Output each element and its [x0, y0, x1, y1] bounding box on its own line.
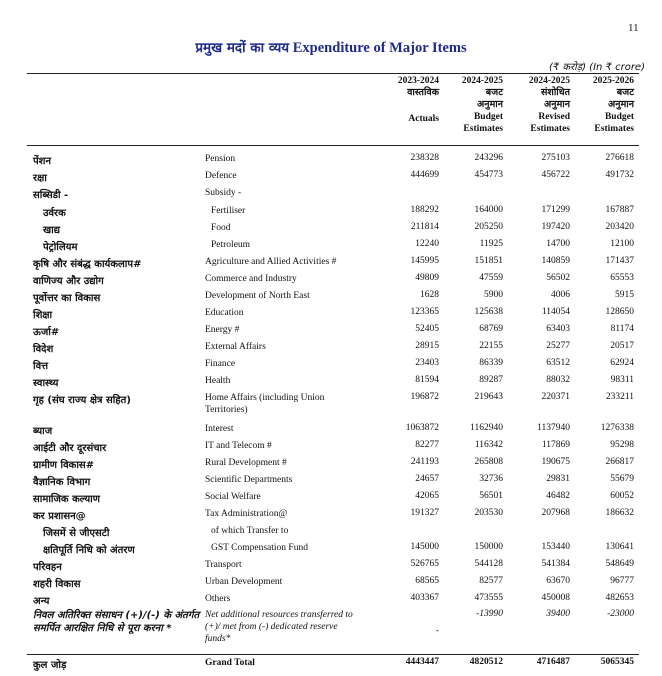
value-revised-2024-25: 140859: [541, 256, 570, 266]
value-budget-2024-25: 68769: [479, 324, 503, 334]
value-revised-2024-25: 46482: [546, 491, 570, 501]
row-label-english: Net additional resources transferred to (+)/ met from (-) dedicated reserve funds*: [205, 610, 353, 644]
value-actuals: 1628: [420, 290, 439, 300]
row-label-english: Finance: [205, 359, 236, 369]
row-label-hindi: सब्सिडी -: [33, 190, 69, 201]
value-budget-2025-26: 81174: [610, 324, 634, 334]
row-label-english: GST Compensation Fund: [211, 543, 308, 553]
row-label-hindi: विदेश: [33, 344, 54, 355]
value-revised-2024-25: 88032: [546, 375, 570, 385]
value-budget-2025-26: 60052: [610, 491, 634, 501]
column-hindi-label-2: अनुमान: [477, 99, 503, 110]
value-revised-2024-25: 190675: [541, 457, 570, 467]
value-actuals: 145000: [410, 542, 439, 552]
column-hindi-label: संशोधित: [540, 87, 570, 98]
value-budget-2024-25: 243296: [474, 153, 503, 163]
value-budget-2025-26: 203420: [605, 222, 634, 232]
value-budget-2024-25: 86339: [479, 358, 503, 368]
header-bottom-rule: [27, 145, 639, 146]
value-budget-2025-26: 20517: [610, 341, 634, 351]
value-revised-2024-25: 4006: [551, 290, 570, 300]
value-actuals: 188292: [410, 205, 439, 215]
row-label-hindi: कृषि और संबंद्ध कार्यकलाप#: [33, 259, 142, 270]
value-budget-2024-25: 151851: [474, 256, 503, 266]
value-revised-2024-25: 541384: [541, 559, 570, 569]
value-revised-2024-25: 275103: [541, 153, 570, 163]
value-budget-2025-26: 95298: [610, 440, 634, 450]
row-label-english: Defence: [205, 171, 237, 181]
value-budget-2024-25: 89287: [479, 375, 503, 385]
value-budget-2025-26: 548649: [605, 559, 634, 569]
column-header-revised-2024-25: [506, 75, 570, 135]
value-actuals: 28915: [415, 341, 439, 351]
value-actuals: 444699: [410, 170, 439, 180]
value-actuals: 68565: [415, 576, 439, 586]
value-actuals: 238328: [410, 153, 439, 163]
value-budget-2025-26: 1276338: [600, 423, 634, 433]
column-header-actuals-2023-24: [375, 75, 439, 125]
value-actuals: 82277: [415, 440, 439, 450]
value-revised-2024-25: 39400: [546, 609, 570, 619]
row-label-hindi: ब्याज: [33, 426, 53, 437]
column-header-budget-2024-25: [439, 75, 503, 135]
title-hindi: प्रमुख मदों का व्यय: [195, 40, 290, 56]
value-budget-2024-25: 82577: [479, 576, 503, 586]
value-actuals: 12240: [415, 239, 439, 249]
row-label-hindi: वाणिज्य और उद्योग: [33, 276, 104, 287]
column-year: 2024-2025: [461, 76, 503, 86]
row-label-english: Grand Total: [205, 658, 255, 668]
value-budget-2024-25: 125638: [474, 307, 503, 317]
value-budget-2024-25: 4820512: [469, 657, 503, 667]
value-budget-2024-25: 32736: [479, 474, 503, 484]
value-budget-2024-25: 5900: [484, 290, 503, 300]
value-budget-2024-25: 47559: [479, 273, 503, 283]
value-budget-2025-26: 233211: [605, 392, 634, 402]
row-label-hindi: रक्षा: [33, 173, 47, 184]
value-actuals: 1063872: [405, 423, 439, 433]
value-budget-2025-26: 98311: [610, 375, 634, 385]
row-label-hindi: वैज्ञानिक विभाग: [33, 477, 91, 488]
column-english-label-2: Estimates: [463, 124, 503, 134]
row-label-english: Fertiliser: [211, 206, 246, 216]
value-actuals: 23403: [415, 358, 439, 368]
row-label-english: Rural Development #: [205, 458, 287, 468]
value-revised-2024-25: 153440: [541, 542, 570, 552]
row-label-hindi: अन्य: [33, 596, 50, 607]
value-revised-2024-25: 56502: [546, 273, 570, 283]
value-budget-2025-26: 55679: [610, 474, 634, 484]
value-actuals: 403367: [410, 593, 439, 603]
column-year: 2023-2024: [397, 76, 439, 86]
row-label-english: Energy #: [205, 325, 240, 335]
column-hindi-label: बजट: [485, 87, 503, 98]
title-english: Expenditure of Major Items: [292, 40, 467, 56]
value-actuals: 52405: [415, 324, 439, 334]
value-budget-2025-26: 266817: [605, 457, 634, 467]
value-budget-2025-26: 5065345: [600, 657, 634, 667]
value-revised-2024-25: 207968: [541, 508, 570, 518]
header-top-rule: [27, 73, 639, 74]
column-english-label: Actuals: [408, 114, 439, 124]
value-budget-2025-26: 276618: [605, 153, 634, 163]
value-revised-2024-25: 63670: [546, 576, 570, 586]
row-label-hindi: शिक्षा: [33, 310, 53, 321]
value-budget-2025-26: 167887: [605, 205, 634, 215]
value-actuals: 81594: [415, 375, 439, 385]
row-label-english: Health: [205, 376, 231, 386]
value-budget-2025-26: 186632: [605, 508, 634, 518]
value-actuals: 123365: [410, 307, 439, 317]
column-hindi-label-2: अनुमान: [608, 99, 634, 110]
row-label-english: Food: [211, 223, 231, 233]
row-label-english: Transport: [205, 560, 242, 570]
row-label-english: of which Transfer to: [211, 526, 289, 536]
value-revised-2024-25: 1137940: [537, 423, 570, 433]
value-actuals: 241193: [410, 457, 439, 467]
row-label-hindi: सामाजिक कल्याण: [33, 494, 100, 505]
row-label-hindi: स्वास्थ्य: [33, 378, 59, 389]
value-budget-2025-26: 62924: [610, 358, 634, 368]
value-budget-2024-25: 203530: [474, 508, 503, 518]
value-budget-2024-25: 56501: [479, 491, 503, 501]
row-label-english: External Affairs: [205, 342, 266, 352]
value-budget-2025-26: 130641: [605, 542, 634, 552]
value-actuals: 145995: [410, 256, 439, 266]
row-label-hindi: पेंशन: [33, 156, 52, 167]
row-label-hindi: निवल अतिरिक्त संसाधन (+)/(-) के अंतर्गत समर्पित आरक्षित निधि से पूरा करना *: [33, 610, 200, 634]
column-year: 2025-2026: [592, 76, 634, 86]
value-actuals: 42065: [415, 491, 439, 501]
value-revised-2024-25: 197420: [541, 222, 570, 232]
value-actuals: -: [435, 626, 439, 636]
value-budget-2024-25: 116342: [474, 440, 503, 450]
value-budget-2025-26: 482653: [605, 593, 634, 603]
value-budget-2025-26: 128650: [605, 307, 634, 317]
row-label-english: IT and Telecom #: [205, 441, 272, 451]
value-actuals: 211814: [410, 222, 439, 232]
row-label-hindi: खाद्य: [43, 225, 61, 236]
column-english-label: Revised: [538, 112, 570, 122]
value-budget-2024-25: 22155: [479, 341, 503, 351]
row-label-hindi: ग्रामीण विकास#: [33, 460, 95, 471]
value-actuals: 4443447: [405, 657, 439, 667]
row-label-english: Social Welfare: [205, 492, 261, 502]
value-budget-2025-26: 12100: [610, 239, 634, 249]
column-hindi-label-2: अनुमान: [544, 99, 570, 110]
value-actuals: 49809: [415, 273, 439, 283]
value-actuals: 526765: [410, 559, 439, 569]
value-budget-2025-26: 491732: [605, 170, 634, 180]
page-number: 11: [628, 22, 639, 34]
value-budget-2024-25: -13990: [476, 609, 503, 619]
row-label-english: Scientific Departments: [205, 475, 293, 485]
value-budget-2024-25: 544128: [474, 559, 503, 569]
value-budget-2024-25: 1162940: [470, 423, 503, 433]
column-english-label: Budget: [604, 112, 634, 122]
row-label-english: Home Affairs (including Union Territories): [205, 393, 325, 415]
row-label-english: Others: [205, 594, 231, 604]
value-revised-2024-25: 4716487: [536, 657, 570, 667]
row-label-english: Petroleum: [211, 240, 251, 250]
row-label-english: Education: [205, 308, 244, 318]
value-revised-2024-25: 25277: [546, 341, 570, 351]
value-budget-2024-25: 150000: [474, 542, 503, 552]
value-budget-2025-26: 96777: [610, 576, 634, 586]
value-revised-2024-25: 450008: [541, 593, 570, 603]
value-budget-2024-25: 454773: [474, 170, 503, 180]
row-label-english: Tax Administration@: [205, 509, 288, 519]
row-label-hindi: कुल जोड़: [33, 660, 67, 671]
value-revised-2024-25: 14700: [546, 239, 570, 249]
row-label-hindi: गृह (संघ राज्य क्षेत्र सहित): [33, 395, 131, 406]
column-english-label-2: Estimates: [530, 124, 570, 134]
row-label-hindi: पूर्वोत्तर का विकास: [33, 293, 101, 304]
row-label-hindi: उर्वरक: [43, 208, 66, 219]
column-hindi-label: बजट: [616, 87, 634, 98]
row-label-english: Development of North East: [205, 291, 310, 301]
row-label-hindi: शहरी विकास: [33, 579, 81, 590]
value-budget-2025-26: 171437: [605, 256, 634, 266]
row-label-english: Agriculture and Allied Activities #: [205, 257, 337, 267]
value-revised-2024-25: 117869: [541, 440, 570, 450]
value-revised-2024-25: 29831: [546, 474, 570, 484]
row-label-english: Commerce and Industry: [205, 274, 297, 284]
value-revised-2024-25: 63512: [546, 358, 570, 368]
value-budget-2025-26: 65553: [610, 273, 634, 283]
column-header-budget-2025-26: [570, 75, 634, 135]
row-label-english: Urban Development: [205, 577, 283, 587]
value-budget-2024-25: 164000: [474, 205, 503, 215]
unit-label: (₹ करोड़) (In ₹ crore): [548, 62, 645, 73]
column-english-label: Budget: [473, 112, 503, 122]
value-budget-2024-25: 473555: [474, 593, 503, 603]
row-label-hindi: परिवहन: [33, 562, 62, 573]
value-revised-2024-25: 220371: [541, 392, 570, 402]
total-rule: [27, 654, 639, 655]
column-year: 2024-2025: [528, 76, 570, 86]
row-label-hindi: पेट्रोलियम: [43, 242, 78, 253]
value-budget-2025-26: -23000: [607, 609, 634, 619]
value-actuals: 196872: [410, 392, 439, 402]
row-label-hindi: ऊर्जा#: [33, 327, 60, 338]
value-budget-2024-25: 265808: [474, 457, 503, 467]
value-revised-2024-25: 114054: [541, 307, 570, 317]
value-revised-2024-25: 456722: [541, 170, 570, 180]
value-budget-2025-26: 5915: [615, 290, 634, 300]
column-english-label-2: Estimates: [594, 124, 634, 134]
value-budget-2024-25: 205250: [474, 222, 503, 232]
row-label-hindi: आईटी और दूरसंचार: [33, 443, 107, 454]
value-revised-2024-25: 171299: [541, 205, 570, 215]
row-label-english: Interest: [205, 424, 234, 434]
value-budget-2024-25: 219643: [474, 392, 503, 402]
row-label-hindi: क्षतिपूर्ति निधि को अंतरण: [43, 545, 135, 556]
row-label-hindi: वित्त: [33, 361, 49, 372]
row-label-hindi: जिसमें से जीएसटी: [43, 528, 110, 539]
value-budget-2024-25: 11925: [479, 239, 503, 249]
page-title: [0, 38, 662, 57]
value-revised-2024-25: 63403: [546, 324, 570, 334]
column-hindi-label: वास्तविक: [407, 87, 439, 98]
row-label-hindi: कर प्रशासन@: [33, 511, 86, 522]
value-actuals: 191327: [410, 508, 439, 518]
row-label-english: Pension: [205, 154, 236, 164]
value-actuals: 24657: [415, 474, 439, 484]
row-label-english: Subsidy -: [205, 188, 242, 198]
